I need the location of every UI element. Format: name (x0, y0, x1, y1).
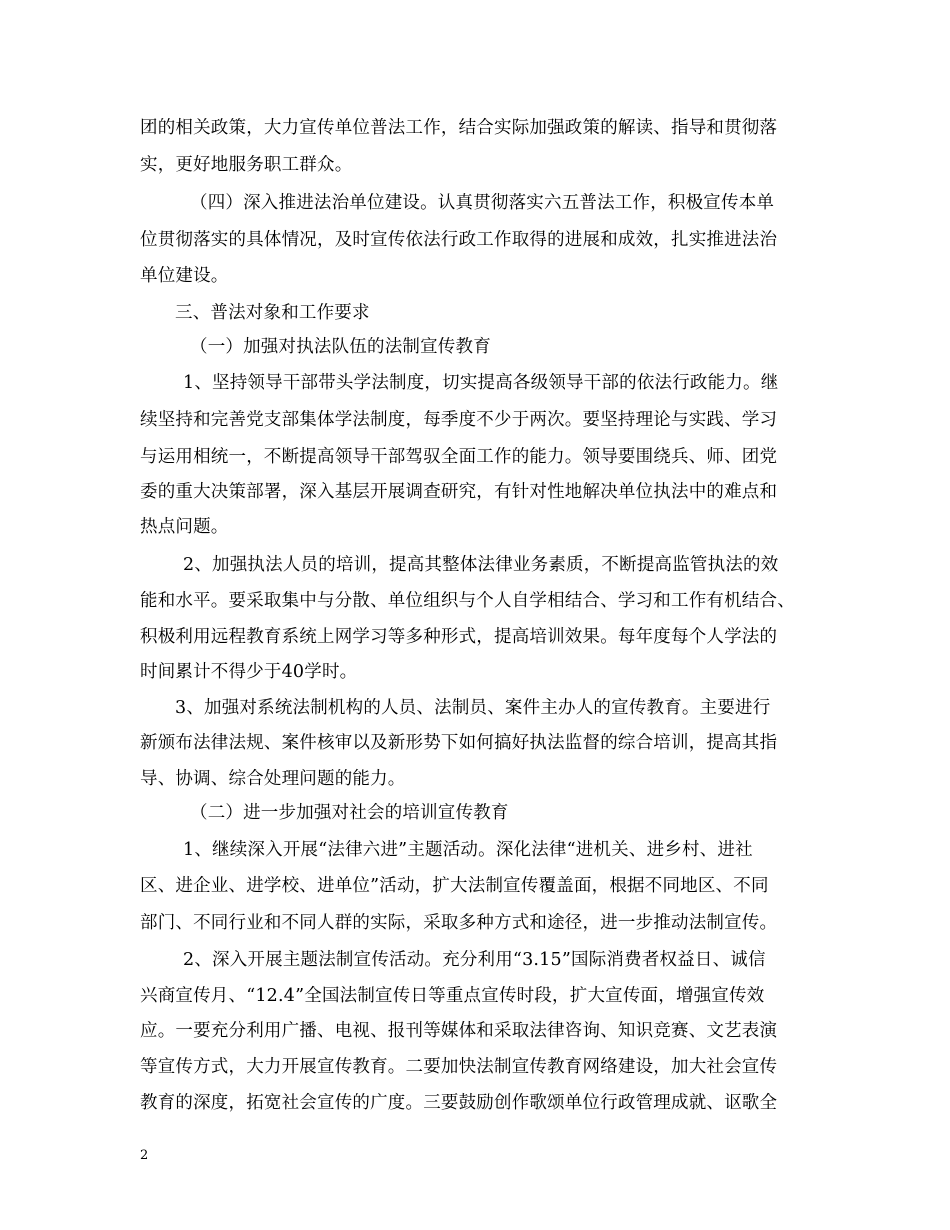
text-line: 单位建设。 (140, 266, 229, 286)
text-line: 实，更好地服务职工群众。 (140, 155, 353, 175)
text-line: 1、坚持领导干部带头学法制度，切实提高各级领导干部的依法行政能力。继 (183, 373, 779, 393)
text-line: （四）深入推进法治单位建设。认真贯彻落实六五普法工作，积极宣传本单 (190, 193, 775, 213)
section-heading: 三、普法对象和工作要求 (175, 303, 370, 323)
text-line: 区、进企业、进学校、进单位”活动，扩大法制宣传覆盖面，根据不同地区、不同 (140, 876, 769, 896)
text-line: 教育的深度，拓宽社会宣传的广度。三要鼓励创作歌颂单位行政管理成就、讴歌全 (140, 1093, 778, 1113)
text-line: 能和水平。要采取集中与分散、单位组织与个人自学相结合、学习和工作有机结合、 (140, 591, 795, 611)
text-line: 兴商宣传月、“12.4”全国法制宣传日等重点宣传时段，扩大宣传面，增强宣传效 (140, 986, 765, 1006)
subsection-heading: （二）进一步加强对社会的培训宣传教育 (190, 803, 509, 823)
text-line: 团的相关政策，大力宣传单位普法工作，结合实际加强政策的解读、指导和贯彻落 (140, 118, 778, 138)
subsection-heading: （一）加强对执法队伍的法制宣传教育 (190, 337, 491, 357)
text-line: 积极利用远程教育系统上网学习等多种形式，提高培训效果。每年度每个人学法的 (140, 627, 778, 647)
text-line: 2、加强执法人员的培训，提高其整体法律业务素质，不断提高监管执法的效 (183, 555, 779, 575)
text-line: 导、协调、综合处理问题的能力。 (140, 769, 406, 789)
page-number: 2 (140, 1148, 149, 1163)
text-line: 时间累计不得少于40学时。 (140, 662, 358, 682)
text-line: 续坚持和完善党支部集体学法制度，每季度不少于两次。要坚持理论与实践、学习 (140, 410, 778, 430)
text-line: 2、深入开展主题法制宣传活动。充分利用“3.15”国际消费者权益日、诚信 (183, 950, 766, 970)
text-line: 新颁布法律法规、案件核审以及新形势下如何搞好执法监督的综合培训，提高其指 (140, 733, 778, 753)
text-line: 热点问题。 (140, 517, 229, 537)
text-line: 与运用相统一，不断提高领导干部驾驭全面工作的能力。领导要围绕兵、师、团党 (140, 447, 778, 467)
text-line: 委的重大决策部署，深入基层开展调查研究，有针对性地解决单位执法中的难点和 (140, 482, 778, 502)
text-line: 3、加强对系统法制机构的人员、法制员、案件主办人的宣传教育。主要进行 (175, 698, 771, 718)
text-line: 位贯彻落实的具体情况，及时宣传依法行政工作取得的进展和成效，扎实推进法治 (140, 230, 778, 250)
text-line: 等宣传方式，大力开展宣传教育。二要加快法制宣传教育网络建设，加大社会宣传 (140, 1057, 778, 1077)
text-line: 应。一要充分利用广播、电视、报刊等媒体和采取法律咨询、知识竞赛、文艺表演 (140, 1021, 778, 1041)
text-line: 部门、不同行业和不同人群的实际，采取多种方式和途径，进一步推动法制宣传。 (140, 913, 778, 933)
text-line: 1、继续深入开展“法律六进”主题活动。深化法律“进机关、进乡村、进社 (183, 840, 753, 860)
